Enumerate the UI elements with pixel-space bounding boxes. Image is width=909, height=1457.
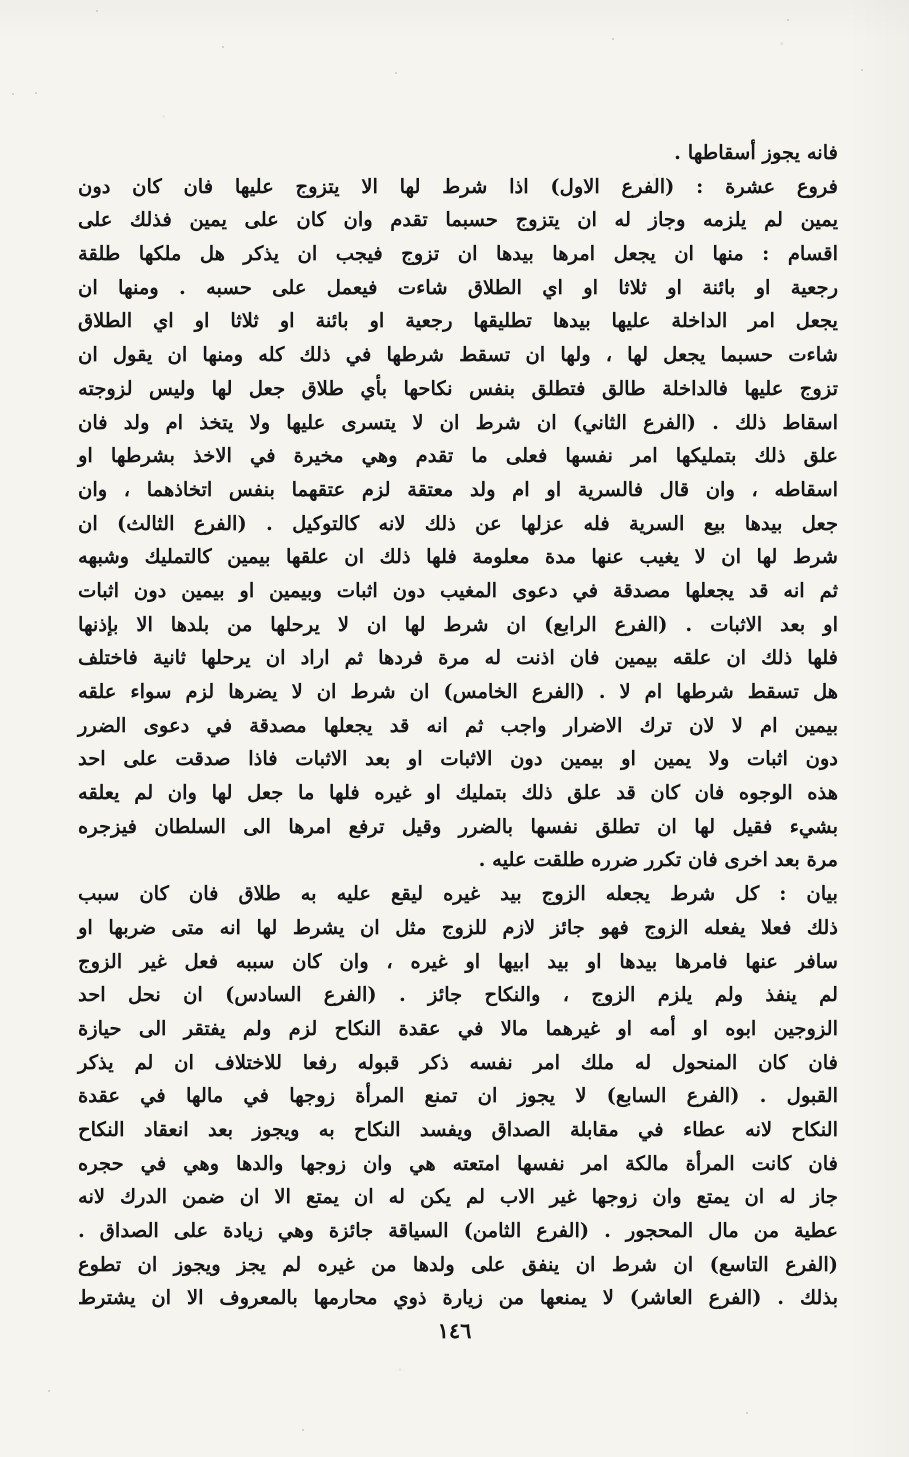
- text-line: مرة بعد اخرى فان تكرر ضرره طلقت عليه .: [478, 848, 838, 872]
- text-line: ثم انه قد يجعلها مصدقة في دعوى المغيب دون اثبات وبيمين او بيمين دون اثبات: [78, 578, 838, 602]
- scan-speck: [395, 72, 397, 74]
- text-line: بيمين ام لا لان ترك الاضرار واجب ثم انه قد يجعلها مصدقة في دعوى الضرر: [78, 713, 838, 737]
- text-line: اقسام : منها ان يجعل امرها بيدها ان تزوج فيجب ان يذكر هل ملكها طلقة: [78, 242, 838, 266]
- scan-shade-top: [0, 0, 909, 40]
- text-line: فروع عشرة : (الفرع الاول) اذا شرط لها الا يتزوج عليها فان كان دون: [78, 174, 838, 198]
- text-line: سافر عنها فامرها بيدها او بيد ابيها او غيره ، وان كان سببه فعل غير الزوج: [78, 949, 838, 973]
- text-line: فان كانت المرأة مالكة امر نفسها امتعته هي وان زوجها والدها وهي في حجره: [78, 1151, 838, 1175]
- text-line: يمين لم يلزمه وجاز له ان يتزوج حسبما تقدم وان كان على يمين فذلك على: [78, 208, 838, 232]
- text-line: (الفرع التاسع) ان شرط ان ينفق على ولدها من غيره لم يجز ويجوز ان تطوع: [78, 1252, 838, 1276]
- text-line: يجعل امر الداخلة عليها بيدها تطليقها رجعية او بائنة او ثلاثا او اي الطلاق: [78, 309, 838, 333]
- text-line: فلها ذلك ان علقه بيمين فان اذنت له مرة فردها ثم اراد ان يرحلها ثانية فاختلف: [78, 646, 838, 670]
- text-line: لم ينفذ ولم يلزم الزوج ، والنكاح جائز . (الفرع السادس) ان نحل احد: [78, 983, 838, 1007]
- text-line: بذلك . (الفرع العاشر) لا يمنعها من زيارة ذوي محارمها بالمعروف الا ان يشترط: [78, 1286, 838, 1310]
- text-line: اسقاط ذلك . (الفرع الثاني) ان شرط ان لا يتسرى عليها ولا يتخذ ام ولد فان: [78, 410, 838, 434]
- arabic-text-block: [78, 136, 838, 1310]
- scan-speck: [746, 1412, 748, 1414]
- scan-speck: [861, 69, 863, 71]
- text-line: جعل بيدها بيع السرية فله عزلها عن ذلك لانه كالتوكيل . (الفرع الثالث) ان: [78, 511, 838, 535]
- text-line: رجعية او بائنة او ثلاثا او اي الطلاق شاءت فيعمل على حسبه . ومنها ان: [78, 275, 838, 299]
- scan-speck: [612, 38, 614, 40]
- text-line: هذه الوجوه فان كان قد علق ذلك بتمليك او غيره فلها ما جعل لها وان لم يعلقه: [78, 781, 838, 805]
- text-line: القبول . (الفرع السابع) لا يجوز ان تمنع المرأة زوجها في مالها في عقدة: [78, 1084, 838, 1108]
- text-line: ذلك فعلا يفعله الزوج فهو جائز لازم للزوج مثل ان يشرط لها انه متى ضربها او: [78, 915, 838, 939]
- text-line: دون اثبات ولا يمين او بيمين دون الاثبات او بعد الاثبات فاذا صدقت على احد: [78, 747, 838, 771]
- text-line: شرط لها ان لا يغيب عنها مدة معلومة فلها ذلك ان علقها بيمين كالتمليك وشبهه: [78, 545, 838, 569]
- text-line: الزوجين ابوه او أمه او غيرهما مالا في عقدة النكاح لزم ولم يفتقر الى حيازة: [78, 1016, 838, 1040]
- scan-speck: [222, 46, 224, 48]
- scan-speck: [12, 93, 14, 95]
- scan-speck: [302, 1429, 304, 1431]
- text-line: فانه يجوز أسقاطها .: [674, 141, 838, 164]
- text-line: هل تسقط شرطها ام لا . (الفرع الخامس) ان شرط ان لا يضرها لزم سواء علقه: [78, 680, 838, 703]
- scan-speck: [787, 19, 789, 21]
- text-line: شاءت حسبما يجعل لها ، ولها ان تسقط شرطها في ذلك كله ومنها ان يقول ان: [78, 343, 838, 367]
- text-line: عطية من مال المحجور . (الفرع الثامن) السياقة جائزة وهي زيادة على الصداق .: [78, 1219, 838, 1242]
- page-number: ١٤٦: [437, 1318, 472, 1343]
- text-line: اسقاطه ، وان قال فالسرية او ام ولد معتقة لزم عتقهما بنفس اتخاذهما ، وان: [78, 477, 838, 501]
- scan-speck: [35, 92, 37, 94]
- text-line: جاز له ان يمتع وان زوجها غير الاب لم يكن له ان يمتع الا ان ضمن الدرك لانه: [78, 1185, 838, 1209]
- text-line: بيان : كل شرط يجعله الزوج بيد غيره ليقع عليه به طلاق فان كان سبب: [78, 882, 838, 906]
- scan-speck: [96, 10, 98, 12]
- scan-shade-right: [849, 0, 909, 1457]
- scan-speck: [48, 1390, 50, 1392]
- text-line: فان كان المنحول له ملك امر نفسه ذكر قبوله رفعا للاختلاف ان لم يذكر: [78, 1050, 838, 1074]
- text-line: بشيء فقيل لها ان تطلق نفسها بالضرر وقيل ترفع امرها الى السلطان فيزجره: [78, 814, 838, 838]
- text-line: علق ذلك بتمليكها امر نفسها فعلى ما تقدم وهي مخيرة في الاخذ بشرطها او: [78, 444, 838, 468]
- text-line: او بعد الاثبات . (الفرع الرابع) ان شرط لها ان لا يرحلها من بلدها الا بإذنها: [78, 612, 838, 636]
- text-line: تزوج عليها فالداخلة طالق فتطلق بنفس نكاحها بأي طلاق جعل لها وليس لزوجته: [78, 376, 838, 400]
- text-line: النكاح لانه عطاء في مقابلة الصداق ويفسد النكاح به ويجوز بعد انعقاد النكاح: [78, 1117, 838, 1141]
